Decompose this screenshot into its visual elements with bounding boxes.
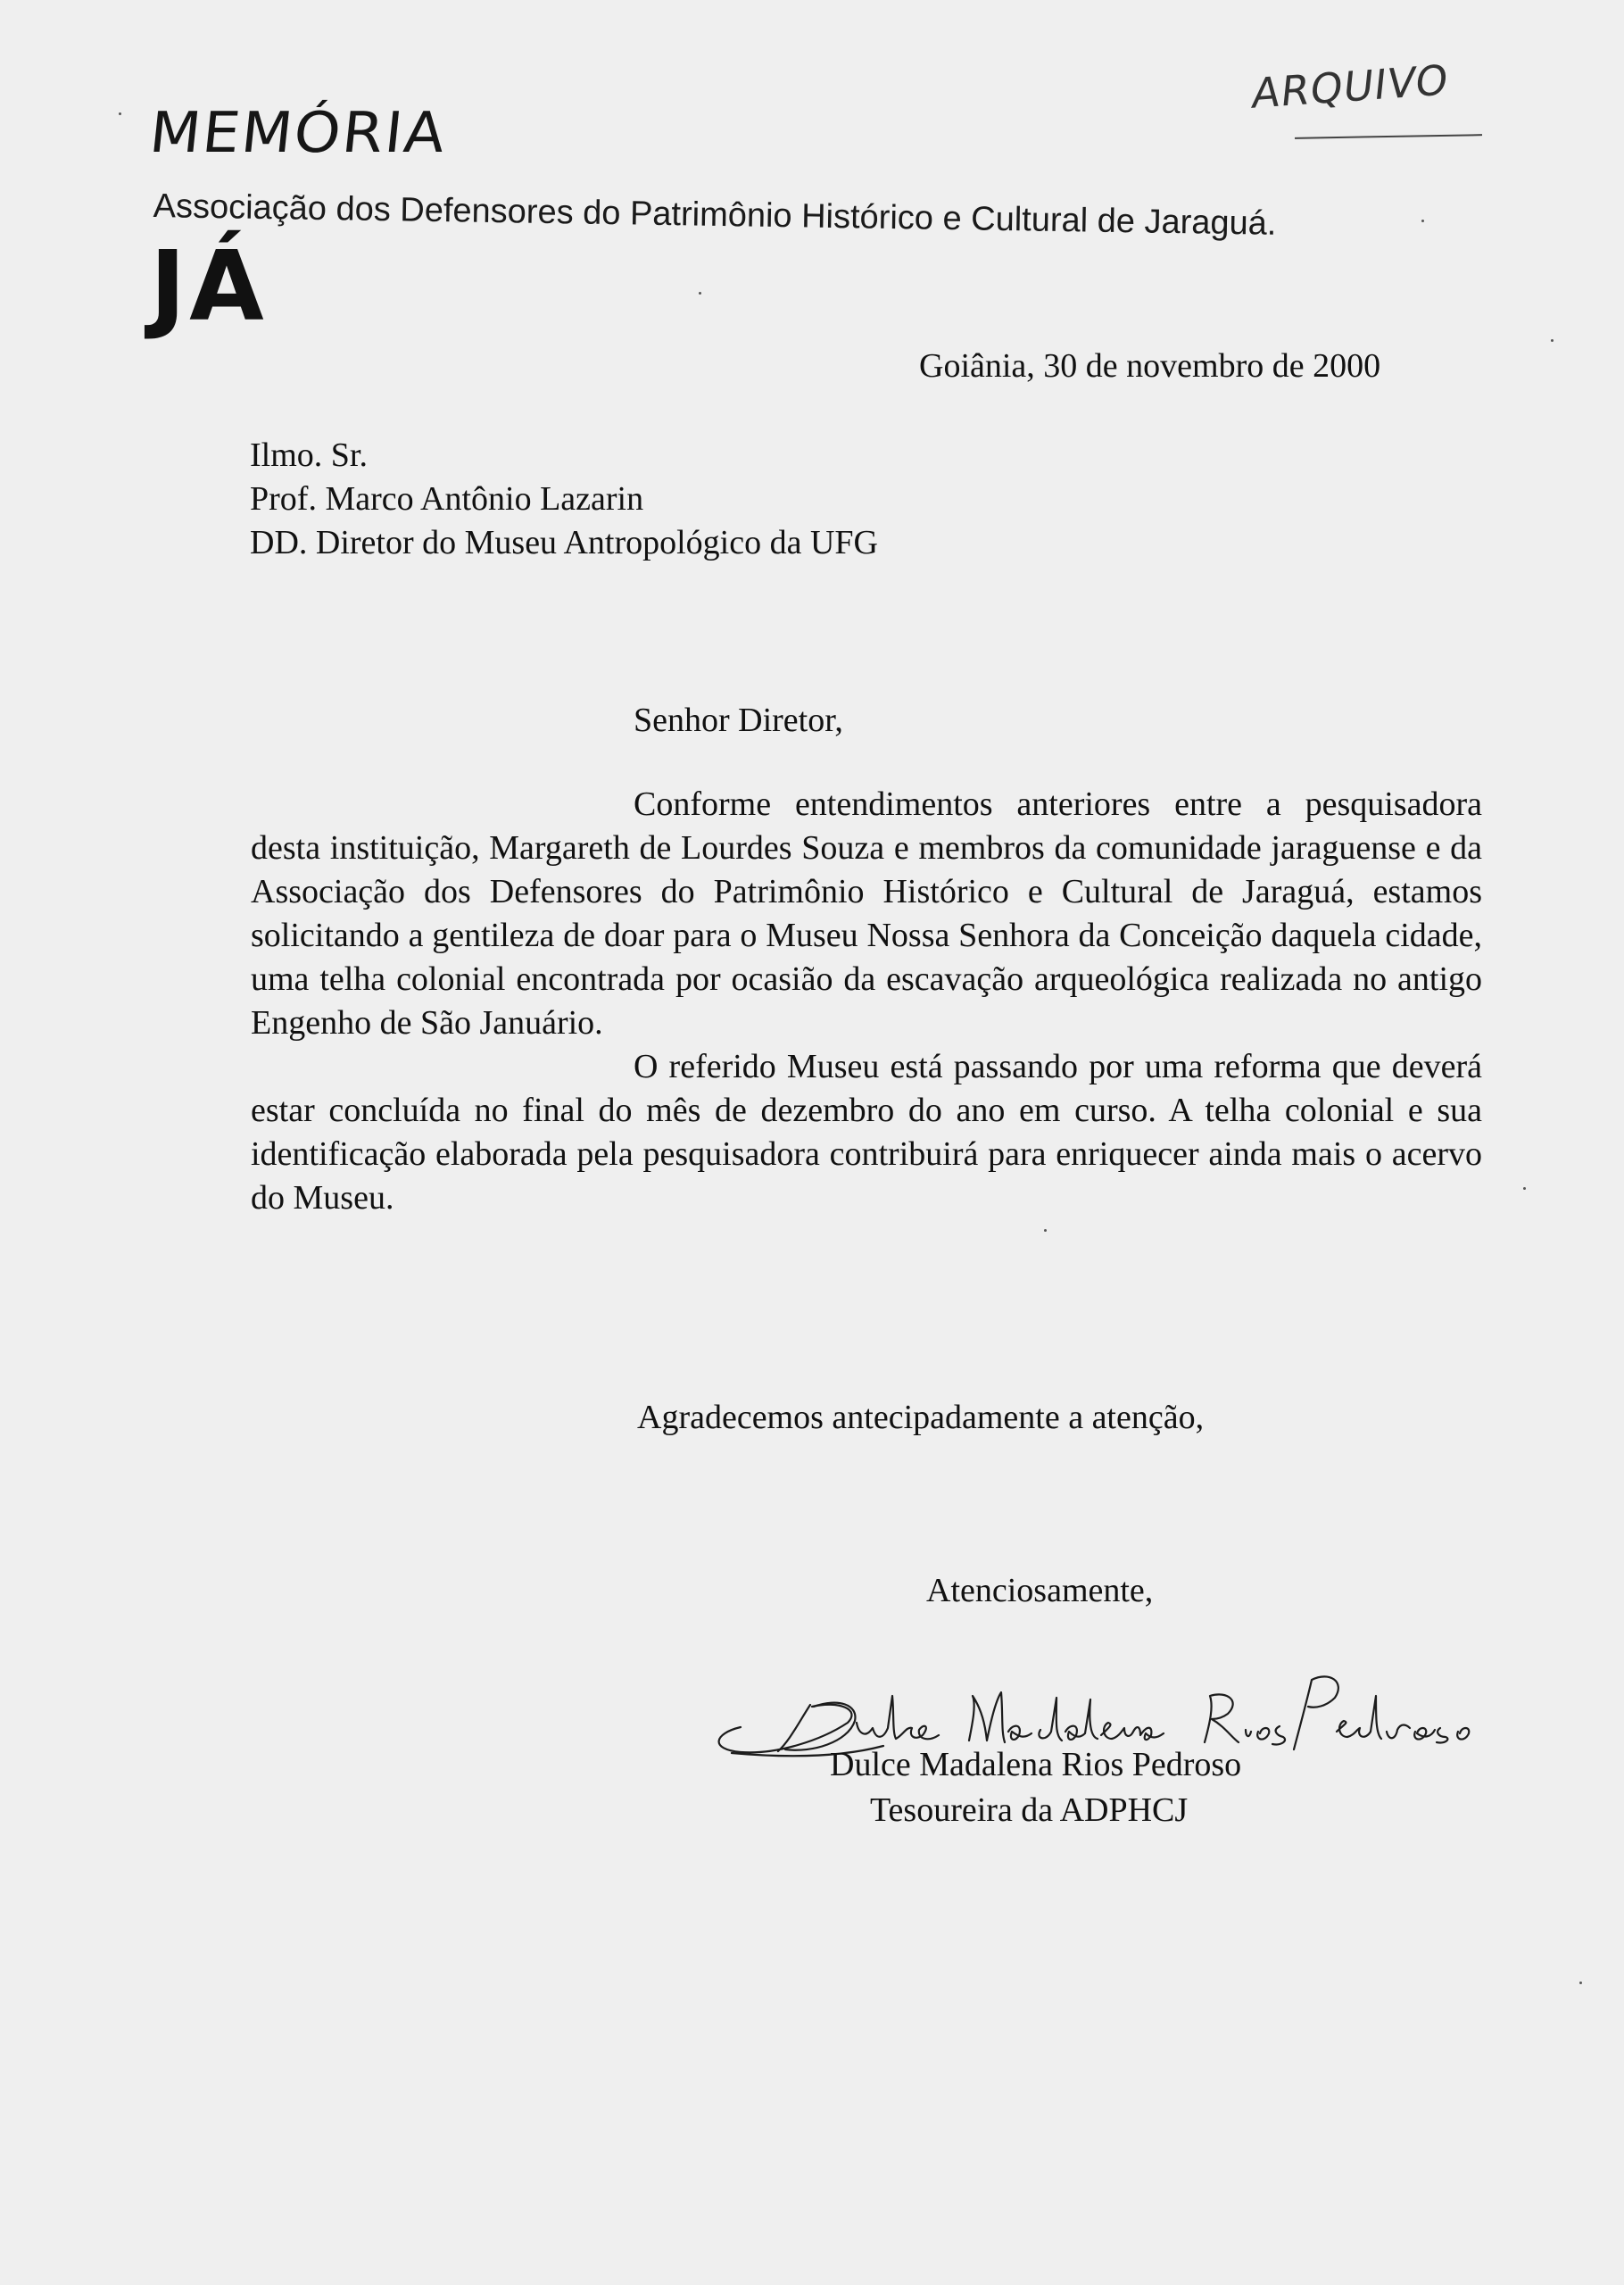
- letterhead-brand: MEMÓRIA: [146, 100, 451, 166]
- signatory-name: Dulce Madalena Rios Pedroso: [830, 1746, 1242, 1783]
- handwritten-archive-note: ARQUIVO: [1249, 55, 1452, 118]
- closing-line: Atenciosamente,: [926, 1572, 1154, 1609]
- recipient-line: Ilmo. Sr.: [250, 436, 368, 474]
- letter-body: [251, 783, 1482, 1220]
- archive-note-underline: [1295, 134, 1482, 139]
- scan-speck: [699, 292, 701, 295]
- body-paragraph: O referido Museu está passando por uma reforma que deverá estar concluída no final do mês de dezembro do ano em curso. A telha colonial e sua identificação elaborada pela pesquisadora contribuirá para enriquecer ainda mais o acervo do Museu.: [251, 1048, 1482, 1217]
- recipient-line: Prof. Marco Antônio Lazarin: [250, 480, 644, 518]
- recipient-block: [250, 434, 878, 565]
- scan-speck: [1523, 1187, 1526, 1190]
- scan-speck: [1421, 220, 1424, 222]
- thanks-line: Agradecemos antecipadamente a atenção,: [637, 1399, 1205, 1436]
- scan-speck: [1579, 1982, 1582, 1984]
- letterhead-association-name: Associação dos Defensores do Patrimônio Histórico e Cultural de Jaraguá.: [153, 187, 1277, 243]
- scan-speck: [119, 112, 121, 115]
- letterhead-brand-short: JÁ: [150, 231, 268, 343]
- body-paragraph: Conforme entendimentos anteriores entre a pesquisadora desta instituição, Margareth de Lourdes Souza e membros da comunidade jaraguense e da Associação dos Defensores do Patrimônio Histórico e Cultural de Jaraguá, estamos solicitando a gentileza de doar para o Museu Nossa Senhora da Conceição daquela cidade, uma telha colonial encontrada por ocasião da escavação arqueológica realizada no antigo Engenho de São Januário.: [251, 785, 1482, 1042]
- salutation: Senhor Diretor,: [634, 702, 843, 739]
- signatory-title: Tesoureira da ADPHCJ: [870, 1791, 1189, 1829]
- recipient-line: DD. Diretor do Museu Antropológico da UFG: [250, 524, 878, 561]
- letter-date: Goiânia, 30 de novembro de 2000: [919, 347, 1381, 385]
- scan-speck: [1551, 339, 1554, 342]
- scan-speck: [1044, 1229, 1047, 1232]
